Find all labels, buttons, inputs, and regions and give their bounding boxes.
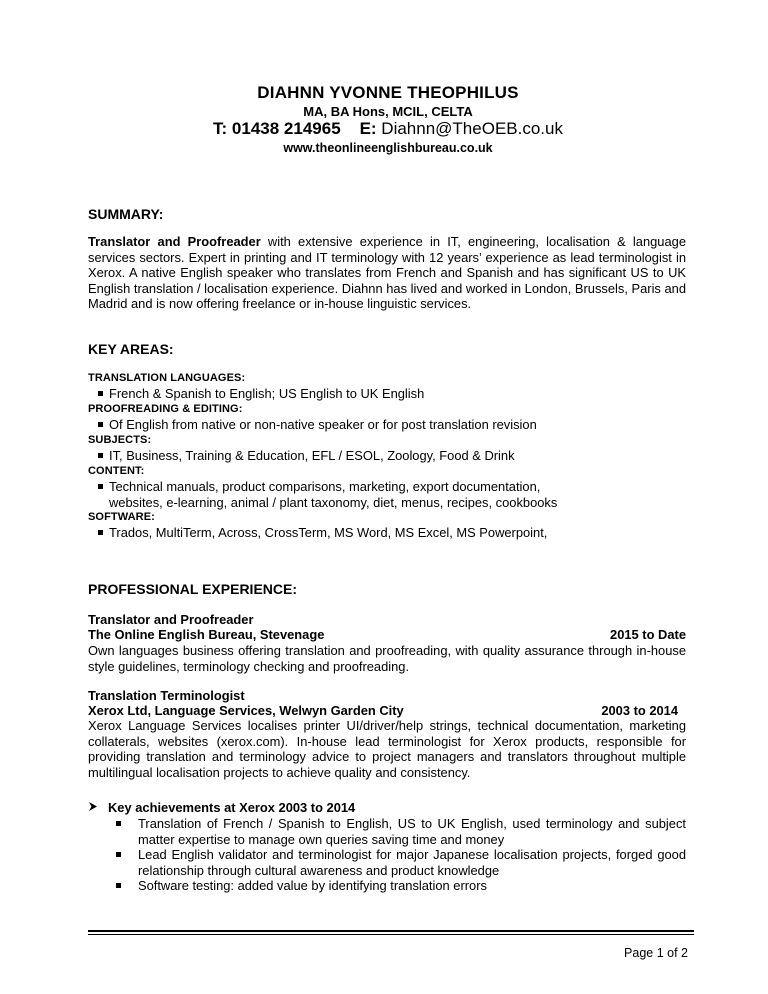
website-link[interactable]: www.theonlineenglishbureau.co.uk xyxy=(283,141,493,155)
footer-rule-thick xyxy=(88,930,694,932)
email-address[interactable]: Diahnn@TheOEB.co.uk xyxy=(381,119,563,138)
achievements-heading: Key achievements at Xerox 2003 to 2014 xyxy=(88,800,355,815)
job-employer-2: Xerox Ltd, Language Services, Welwyn Garden City xyxy=(88,703,404,718)
key-area-label-software: SOFTWARE: xyxy=(88,511,155,523)
job-dates-2: 2003 to 2014 xyxy=(601,703,678,718)
qualifications: MA, BA Hons, MCIL, CELTA xyxy=(303,104,473,119)
key-area-label-subjects: SUBJECTS: xyxy=(88,434,152,446)
summary-text xyxy=(88,234,686,312)
email-label: E: xyxy=(359,119,377,138)
job-employer-1: The Online English Bureau, Stevenage xyxy=(88,627,325,642)
page-number: Page 1 of 2 xyxy=(624,946,688,960)
square-bullet-icon xyxy=(98,530,103,535)
key-area-label-content: CONTENT: xyxy=(88,465,145,477)
key-area-label-proofreading: PROOFREADING & EDITING: xyxy=(88,403,243,415)
key-area-bullet-subjects: IT, Business, Training & Education, EFL / ESOL, Zoology, Food & Drink xyxy=(98,448,686,464)
contact-line xyxy=(88,119,688,139)
job-title-1: Translator and Proofreader xyxy=(88,612,254,627)
square-bullet-icon xyxy=(98,484,103,489)
key-area-bullet-proofreading: Of English from native or non-native speaker or for post translation revision xyxy=(98,417,686,433)
key-areas-heading: KEY AREAS: xyxy=(88,341,174,357)
phone-number: 01438 214965 xyxy=(231,119,341,138)
summary-heading: SUMMARY: xyxy=(88,206,164,222)
candidate-name: DIAHNN YVONNE THEOPHILUS xyxy=(257,83,519,102)
phone-label: T: xyxy=(213,119,228,138)
arrow-bullet-icon xyxy=(88,800,98,815)
footer-rule-thin xyxy=(88,934,694,935)
square-bullet-icon xyxy=(98,391,103,396)
experience-heading: PROFESSIONAL EXPERIENCE: xyxy=(88,581,298,597)
achievement-item-3: Software testing: added value by identifying translation errors xyxy=(116,878,686,894)
square-bullet-icon xyxy=(116,883,121,888)
key-area-bullet-software: Trados, MultiTerm, Across, CrossTerm, MS Word, MS Excel, MS Powerpoint, xyxy=(98,525,686,541)
summary-lead: Translator and Proofreader xyxy=(88,234,261,249)
square-bullet-icon xyxy=(98,453,103,458)
key-area-label-languages: TRANSLATION LANGUAGES: xyxy=(88,372,246,384)
job-title-2: Translation Terminologist xyxy=(88,688,245,703)
job-employer-row-2 xyxy=(88,703,686,718)
job-employer-row-1 xyxy=(88,627,686,642)
job-description-2: Xerox Language Services localises printer UI/driver/help strings, technical documentation, marketing collaterals, websites (xerox.com). In-house lead terminologist for Xerox products, responsible for providing translation and terminology advice to project managers and translators throughout multiple multilingual localisation projects to achieve quality and consistency. xyxy=(88,718,686,780)
square-bullet-icon xyxy=(98,422,103,427)
summary-body: with extensive experience in IT, engineering, localisation & language services sectors. Expert in printing and IT terminology with 12 years’ experience as lead terminologist in Xerox. A native English speaker who translates from French and Spanish and has significant US to UK English translation / localisation experience. Diahnn has lived and worked in London, Brussels, Paris and Madrid and is now offering freelance or in-house linguistic services. xyxy=(88,234,686,311)
job-dates-1: 2015 to Date xyxy=(610,627,686,642)
square-bullet-icon xyxy=(116,852,121,857)
square-bullet-icon xyxy=(116,821,121,826)
achievement-item-1: Translation of French / Spanish to English, US to UK English, used terminology and subject matter expertise to manage own queries saving time and money xyxy=(116,816,686,847)
key-area-bullet-content: Technical manuals, product comparisons, marketing, export documentation, websites, e-learning, animal / plant taxonomy, diet, menus, recipes, cookbooks xyxy=(98,479,686,510)
job-description-1: Own languages business offering translation and proofreading, with quality assurance through in-house style guidelines, terminology checking and proofreading. xyxy=(88,643,686,674)
achievement-item-2: Lead English validator and terminologist for major Japanese localisation projects, forged good relationship through cultural awareness and product knowledge xyxy=(116,847,686,878)
key-area-bullet-languages: French & Spanish to English; US English to UK English xyxy=(98,386,686,402)
